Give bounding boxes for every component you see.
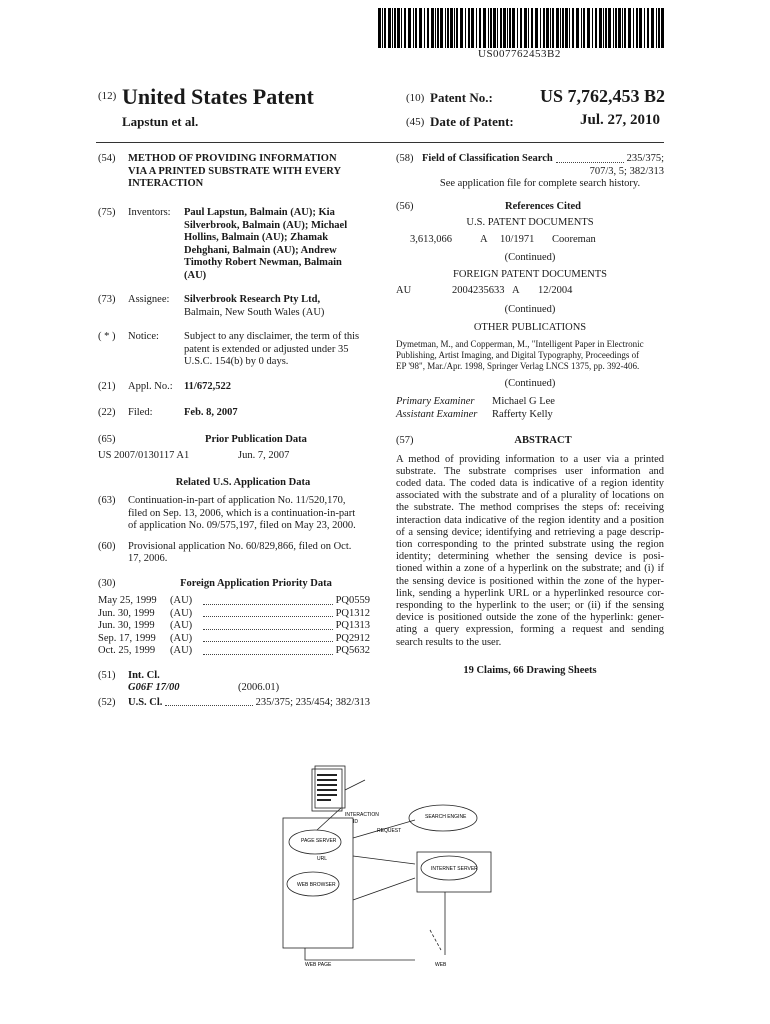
- provisional-line: Provisional application No. 60/829,866, filed on Oct.: [128, 540, 352, 552]
- barcode-bar: [394, 8, 396, 48]
- related-app-heading: Related U.S. Application Data: [175, 476, 311, 488]
- barcode-bar: [392, 8, 393, 48]
- foreign-priority-row: Jun. 30, 1999 (AU) PQ1312: [98, 607, 370, 619]
- barcode-bar: [543, 8, 545, 48]
- barcode-bar: [388, 8, 391, 48]
- field-search-value: 235/375;: [626, 153, 664, 164]
- foreign-priority-table: [98, 595, 370, 658]
- invention-title-line: METHOD OF PROVIDING INFORMATION: [128, 153, 337, 164]
- barcode-bar: [531, 8, 533, 48]
- barcode-bar: [528, 8, 529, 48]
- int-cl-section: (51) Int. Cl.: [98, 669, 160, 681]
- abstract-line: responding to the hyperlink to the user; or (ii) if the sensing: [396, 599, 664, 611]
- abstract-line: tioned within a zone of a hyperlink on the substrate; and (i) if: [396, 563, 664, 575]
- barcode-bar: [608, 8, 611, 48]
- foreign-priority-heading-row: (30) Foreign Application Priority Data: [98, 578, 388, 591]
- fig-label-web: WEB: [435, 962, 447, 968]
- barcode-bar: [454, 8, 455, 48]
- barcode-bar: [500, 8, 502, 48]
- foreign-priority-row: Sep. 17, 1999 (AU) PQ2912: [98, 632, 370, 644]
- barcode-bar: [435, 8, 436, 48]
- barcode-bar: [599, 8, 602, 48]
- barcode-bar: [509, 8, 511, 48]
- foreign-priority-row: Oct. 25, 1999 (AU) PQ5632: [98, 645, 370, 656]
- barcode-bar: [546, 8, 549, 48]
- barcode-bar: [633, 8, 634, 48]
- inventors-line: Dehghani, Balmain (AU); Andrew: [184, 244, 337, 256]
- patent-no-label: Patent No.:: [430, 90, 493, 105]
- fig-label-web-page: WEB PAGE: [305, 962, 332, 968]
- representative-figure: [265, 760, 495, 970]
- inventors-line: Paul Lapstun, Balmain (AU); Kia: [184, 207, 335, 218]
- barcode-bar: [556, 8, 559, 48]
- barcode-bar: [408, 8, 411, 48]
- assignee-line: Silverbrook Research Pty Ltd,: [184, 294, 321, 305]
- primary-examiner-label: Primary Examiner: [396, 396, 475, 407]
- abstract-line: search results to the user.: [396, 636, 502, 648]
- barcode-bar: [415, 8, 417, 48]
- date-of-patent: Jul. 27, 2010: [580, 112, 661, 128]
- patent-title: United States Patent: [122, 84, 314, 109]
- barcode-bar: [550, 8, 551, 48]
- appl-no-section: (21) Appl. No.: 11/672,522: [98, 380, 231, 392]
- continued-1: (Continued): [504, 252, 556, 263]
- foreign-doc-row: AU 2004235633 A 12/2004: [396, 285, 573, 296]
- filed-date: Feb. 8, 2007: [184, 407, 238, 418]
- barcode-bar: [583, 8, 585, 48]
- barcode-bar: [524, 8, 527, 48]
- fig-label-web-browser: WEB BROWSER: [297, 882, 336, 888]
- inventors-line: (AU): [184, 269, 207, 281]
- appl-no: 11/672,522: [184, 380, 231, 392]
- internet-server-box: [417, 852, 491, 892]
- abstract-line: coded data. The coded data is indicative of a region identity: [396, 477, 664, 489]
- int-cl-row: [98, 682, 388, 695]
- abstract-line: associated with the substrate and of a plurality of locations on: [396, 490, 664, 502]
- abstract-line: tion corresponding to the printed substrate using the region: [396, 538, 664, 550]
- notice-line: patent is extended or adjusted under 35: [184, 343, 349, 355]
- barcode-bar: [471, 8, 474, 48]
- barcode-bar: [419, 8, 422, 48]
- continued-2: (Continued): [504, 303, 556, 315]
- abstract-line: interaction data indicative of the region identity and a position: [396, 514, 664, 526]
- fig-label-interaction: INTERACTION: [345, 812, 379, 818]
- continuation-line: filed on Sep. 13, 2006, which is a continuation-in-part: [128, 507, 356, 519]
- primary-examiner: Michael G Lee: [492, 396, 555, 407]
- notice-section: ( * ) Notice: Subject to any disclaimer, the term of this patent is extended or adjusted under 35 U.S.C. 154(b) by 0 days.: [98, 331, 360, 367]
- barcode-bar: [661, 8, 664, 48]
- patent-number: US 7,762,453 B2: [540, 86, 666, 106]
- us-cl-value: 235/375; 235/454; 382/313: [255, 696, 370, 708]
- other-pub-line: EP '98", Mar./Apr. 1998, Springer Verlag LNCS 1375, pp. 392-406.: [396, 360, 640, 371]
- refs-heading-row: (56) References Cited: [396, 201, 664, 214]
- barcode-bar: [517, 8, 518, 48]
- right-column: [396, 153, 664, 677]
- barcode-bar: [656, 8, 657, 48]
- barcode-bar: [431, 8, 434, 48]
- field-search-label: Field of Classification Search: [422, 153, 553, 164]
- prior-pub-heading-row: (65) Prior Publication Data: [98, 434, 388, 447]
- barcode-bar: [382, 8, 383, 48]
- continuation-line: Continuation-in-part of application No. 11/520,170,: [128, 495, 346, 506]
- other-pubs: [396, 339, 664, 372]
- us-doc-row: 3,613,066 A 10/1971 Cooreman: [410, 233, 596, 245]
- assignee-line: Balmain, New South Wales (AU): [184, 306, 325, 318]
- barcode-bar: [476, 8, 477, 48]
- barcode-bar: [490, 8, 492, 48]
- int-cl-year: (2006.01): [238, 682, 280, 693]
- barcode-bar: [520, 8, 522, 48]
- notice-line: Subject to any disclaimer, the term of this: [184, 331, 360, 342]
- assistant-examiner: Rafferty Kelly: [492, 408, 553, 420]
- patent-authors: Lapstun et al.: [122, 114, 199, 129]
- code-10: (10): [406, 92, 425, 104]
- code-45: (45): [406, 116, 425, 128]
- abstract-line: A method of providing information to a user via a printed: [396, 453, 664, 465]
- fig-label-internet: INTERNET SERVER: [431, 866, 478, 872]
- date-of-patent-label: Date of Patent:: [430, 114, 514, 129]
- int-cl-class: G06F 17/00: [128, 682, 180, 693]
- barcode-bar: [512, 8, 515, 48]
- barcode-bar: [493, 8, 496, 48]
- continued-3: (Continued): [504, 377, 556, 389]
- abstract-line: link, sending a hyperlink URL or a hyperlinked resource cor-: [396, 587, 664, 599]
- other-pubs-heading: OTHER PUBLICATIONS: [473, 322, 587, 333]
- continuation-section: (63) Continuation-in-part of application No. 11/520,170, filed on Sep. 13, 2006, which is a continuation-in-part of application No. 09/575,197, filed on May 23, 2000.: [98, 495, 356, 531]
- assignee-section: (73) Assignee: Silverbrook Research Pty Ltd, Balmain, New South Wales (AU): [98, 294, 325, 318]
- us-docs-heading: U.S. PATENT DOCUMENTS: [466, 217, 594, 228]
- barcode-bar: [569, 8, 570, 48]
- refs-heading: References Cited: [505, 200, 581, 212]
- barcode-bar: [424, 8, 425, 48]
- abstract-body: [396, 454, 664, 649]
- barcode-bar: [437, 8, 439, 48]
- barcode-bar: [540, 8, 541, 48]
- prior-pub-date: Jun. 7, 2007: [238, 450, 290, 461]
- barcode-bar: [624, 8, 626, 48]
- inventors-line: Timothy Robert Newman, Balmain: [184, 257, 342, 268]
- barcode-bar: [613, 8, 614, 48]
- field-search-value2: 707/3, 5; 382/313: [589, 165, 664, 177]
- barcode-bar: [488, 8, 489, 48]
- int-cl-label: Int. Cl.: [128, 669, 160, 681]
- barcode-bar: [479, 8, 481, 48]
- barcode-bar: [647, 8, 649, 48]
- barcode-bar: [503, 8, 506, 48]
- invention-title-line: VIA A PRINTED SUBSTRATE WITH EVERY: [128, 165, 342, 177]
- barcode-bar: [618, 8, 621, 48]
- inventors-line: Hollins, Balmain (AU); Zhamak: [184, 232, 329, 243]
- barcode-number: US007762453B2: [478, 48, 561, 60]
- barcode-bar: [562, 8, 564, 48]
- foreign-priority-row: Jun. 30, 1999 (AU) PQ1313: [98, 620, 370, 631]
- barcode-bar: [560, 8, 561, 48]
- abstract-heading-row: (57) ABSTRACT: [396, 435, 664, 448]
- foreign-priority-row: May 25, 1999 (AU) PQ0559: [98, 595, 370, 606]
- field-search-note: See application file for complete search history.: [439, 178, 641, 189]
- other-pub-line: Publishing, Artist Imaging, and Digital Typography, Proceedings of: [396, 349, 640, 360]
- fig-label-page-server: PAGE SERVER: [301, 838, 337, 844]
- barcode-bar: [413, 8, 414, 48]
- assistant-examiner-label: Assistant Examiner: [396, 408, 478, 420]
- fig-label-url: URL: [317, 856, 328, 862]
- field-search-row: (58) Field of Classification Search 235/375;: [396, 153, 664, 164]
- barcode-bar: [615, 8, 617, 48]
- barcode-bar: [507, 8, 508, 48]
- code-12: (12): [98, 90, 117, 102]
- barcode-bar: [384, 8, 386, 48]
- barcode-bar: [447, 8, 449, 48]
- other-pub-line: Dymetman, M., and Copperman, M., "Intelligent Paper in Electronic: [396, 338, 644, 349]
- barcode-bar: [440, 8, 443, 48]
- barcode-bar: [468, 8, 470, 48]
- prior-pub-row: [98, 450, 388, 463]
- inventors-line: Silverbrook, Balmain (AU); Michael: [184, 219, 348, 231]
- invention-title-line: INTERACTION: [128, 178, 204, 189]
- abstract-line: substrate. The substrate comprises user information and: [396, 465, 664, 477]
- barcode-bar: [587, 8, 590, 48]
- filed-section: (22) Filed: Feb. 8, 2007: [98, 407, 238, 418]
- barcode-bar: [456, 8, 458, 48]
- us-cl-section: (52) U.S. Cl. 235/375; 235/454; 382/313: [98, 696, 370, 708]
- barcode-bar: [565, 8, 568, 48]
- provisional-section: (60) Provisional application No. 60/829,866, filed on Oct. 17, 2006.: [98, 540, 352, 564]
- title-section: (54) METHOD OF PROVIDING INFORMATION VIA A PRINTED SUBSTRATE WITH EVERY INTERACTION: [98, 153, 342, 189]
- fig-label-id: ID: [353, 819, 358, 825]
- barcode-bar: [378, 8, 381, 48]
- foreign-priority-heading: Foreign Application Priority Data: [180, 577, 332, 589]
- foreign-docs-heading: FOREIGN PATENT DOCUMENTS: [452, 268, 608, 280]
- barcode-bar: [535, 8, 538, 48]
- barcode-bar: [427, 8, 429, 48]
- abstract-line: ating a query expression, forming a request and sending: [396, 624, 664, 636]
- inventors-section: (75) Inventors: Paul Lapstun, Balmain (AU); Kia Silverbrook, Balmain (AU); Michael Hollins, Balmain (AU); Zhamak Dehghani, Balmain (AU); Andrew Timothy Robert Newman, Balmain (AU): [98, 207, 348, 281]
- barcode-bar: [465, 8, 466, 48]
- barcode-bar: [644, 8, 645, 48]
- barcode-bar: [651, 8, 654, 48]
- barcode-bar: [401, 8, 402, 48]
- barcode-bar: [628, 8, 631, 48]
- barcode-bar: [592, 8, 593, 48]
- assistant-examiner-row: [396, 409, 664, 422]
- barcode-bar: [595, 8, 597, 48]
- prior-pub-number: US 2007/0130117 A1: [98, 450, 190, 461]
- header-rule: [96, 142, 664, 143]
- abstract-heading: ABSTRACT: [514, 435, 572, 446]
- us-cl-label: U.S. Cl.: [128, 696, 163, 708]
- fig-label-request: REQUEST: [377, 828, 402, 834]
- barcode-bar: [552, 8, 554, 48]
- barcode-bar: [603, 8, 604, 48]
- barcode-bar: [572, 8, 574, 48]
- printed-page-icon: [315, 766, 345, 808]
- barcode-bar: [483, 8, 486, 48]
- barcode-bar: [576, 8, 579, 48]
- barcode-bar: [460, 8, 463, 48]
- abstract-line: of a sensing device; identifying and retrieving a page descrip-: [396, 526, 664, 538]
- patent-barcode: [378, 8, 664, 48]
- barcode-bar: [622, 8, 623, 48]
- primary-examiner-row: [396, 396, 664, 409]
- barcode-bar: [450, 8, 453, 48]
- continuation-line: of application No. 09/575,197, filed on May 23, 2000.: [128, 520, 356, 531]
- notice-line: U.S.C. 154(b) by 0 days.: [184, 356, 289, 367]
- barcode-bar: [497, 8, 498, 48]
- left-column: [98, 153, 388, 709]
- barcode-bar: [397, 8, 400, 48]
- abstract-line: identity; determining whether the sensing device is posi-: [396, 551, 664, 563]
- barcode-bar: [636, 8, 638, 48]
- prior-pub-heading: Prior Publication Data: [205, 433, 307, 445]
- abstract-line: the substrate. The method comprises the steps of: receiving: [396, 502, 664, 514]
- claims-summary: 19 Claims, 66 Drawing Sheets: [463, 664, 597, 676]
- barcode-bar: [404, 8, 406, 48]
- barcode-bar: [445, 8, 446, 48]
- barcode-bar: [581, 8, 582, 48]
- provisional-line: 17, 2006.: [128, 553, 168, 564]
- barcode-bar: [639, 8, 642, 48]
- barcode-bar: [605, 8, 607, 48]
- abstract-line: the sensing device is positioned within the zone of the hyper-: [396, 575, 664, 587]
- barcode-bar: [658, 8, 660, 48]
- fig-label-search: SEARCH ENGINE: [425, 814, 467, 820]
- abstract-line: device is positioned outside the zone of the hyperlink: gener-: [396, 612, 664, 624]
